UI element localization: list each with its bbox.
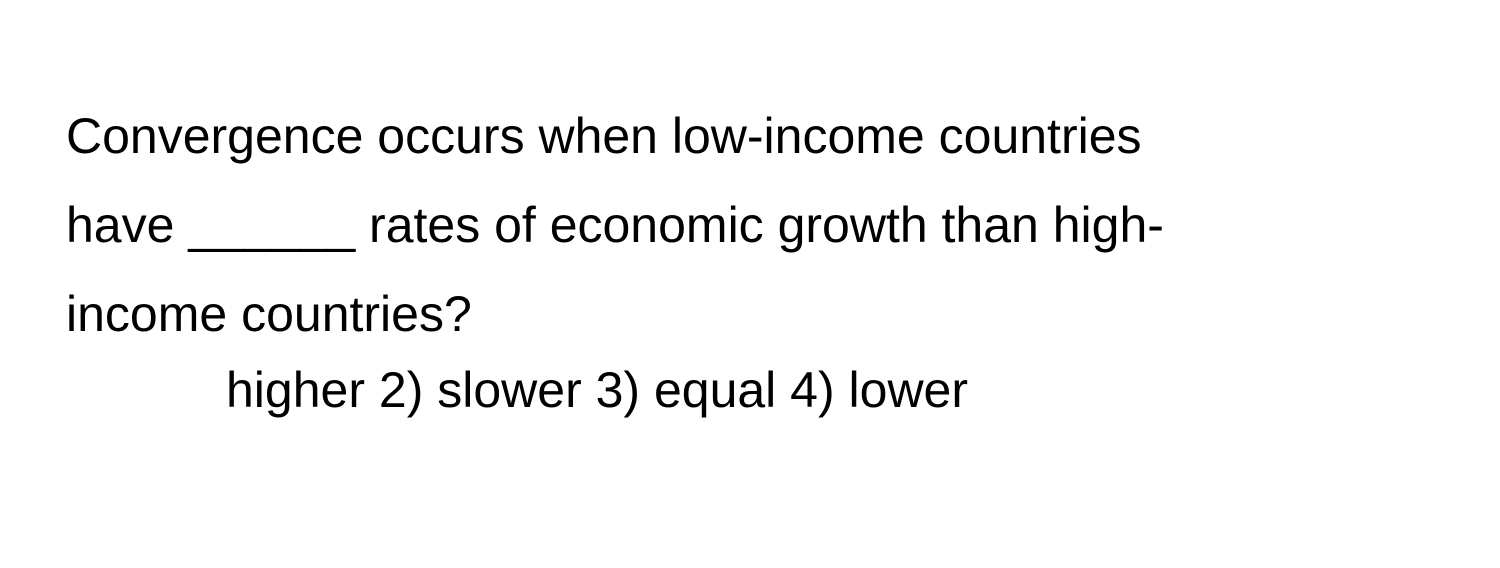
question-line-3: income countries? xyxy=(66,286,472,342)
question-line-2: have ______ rates of economic growth than high- xyxy=(66,197,1164,253)
answer-options: higher 2) slower 3) equal 4) lower xyxy=(226,362,969,418)
question-line-1: Convergence occurs when low-income countries xyxy=(66,108,1142,164)
question-text xyxy=(66,92,1386,359)
